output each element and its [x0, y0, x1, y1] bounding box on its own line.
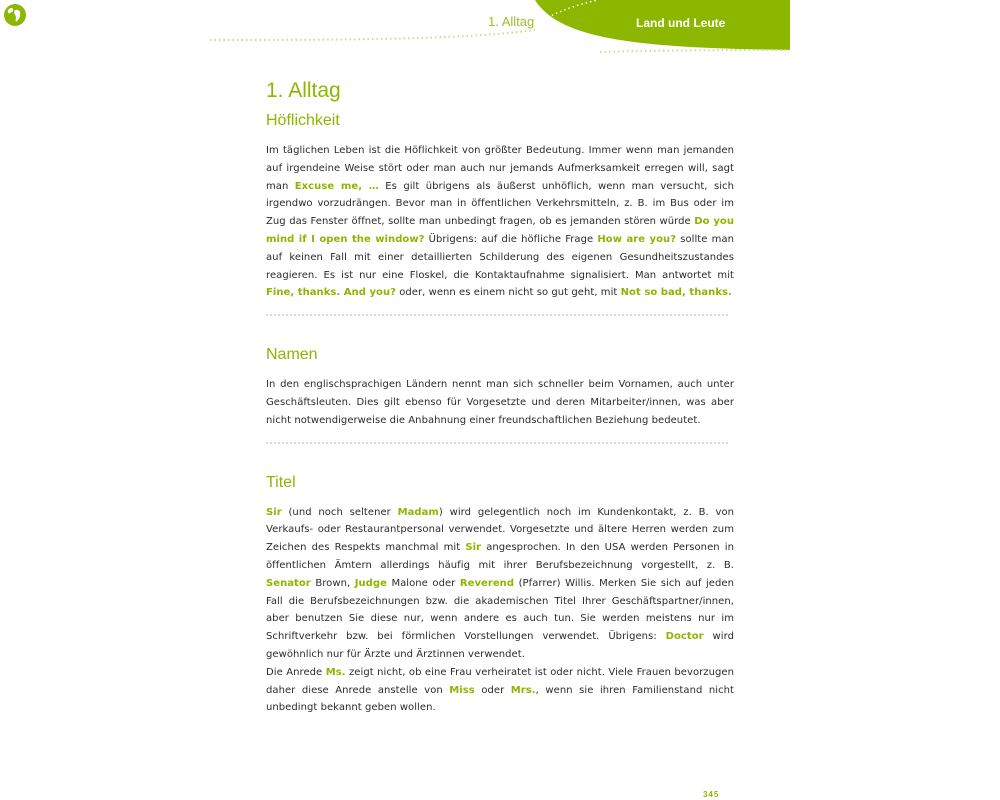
body-text: angesprochen. In den USA werden Personen in öffentlichen Ämtern allerdings häufig mit ihrer Berufsbezeichnung vorgestellt, z. B.	[266, 542, 735, 571]
highlighted-phrase: Fine, thanks. And you?	[266, 287, 396, 299]
body-text: In den englischsprachigen Ländern nennt man sich schneller beim Vornamen, auch unter Geschäftsleuten. Dies gilt ebenso für Vorgesetzte und deren Mitarbeiter/innen, was aber nicht notwendigerweise die Anbahnung einer freundschaftlichen Beziehung bedeutet.	[266, 379, 734, 426]
body-text: (Pfarrer) Willis. Merken Sie sich auf jeden Fall die Berufsbezeichnungen bzw. die akademischen Titel Ihrer Geschäftspartner/innen, aber benutzen Sie diese nur, wenn andere es auch tun. Sie werden meistens nur im Schriftverkehr bzw. bei förmlichen Vorstellungen verwendet. Übrigens:	[266, 577, 734, 643]
highlighted-phrase: Senator	[266, 577, 311, 589]
header-decoration	[0, 0, 1000, 60]
section-title: Titel	[266, 473, 296, 491]
page-header	[0, 0, 1000, 60]
highlighted-phrase: Judge	[354, 577, 387, 589]
body-text: Brown,	[310, 577, 355, 589]
body-text: oder	[474, 684, 511, 696]
globe-icon	[0, 0, 30, 30]
body-text: Malone oder	[386, 577, 460, 589]
body-text: zeigt nicht, ob eine Frau verheiratet ist oder nicht. Viele Frauen bevorzugen daher diese Anrede anstelle von	[266, 666, 734, 696]
section-body	[266, 142, 734, 302]
body-text: , wenn sie ihren Familienstand nicht unbedingt bekannt geben wollen.	[266, 684, 735, 714]
chapter-title: 1. Alltag	[266, 79, 341, 102]
highlighted-phrase: Sir	[266, 506, 282, 518]
body-text: ) wird gelegentlich noch im Kundenkontakt, z. B. von Verkaufs- oder Restaurantpersonal verwendet. Vorgesetzte und ältere Herren werden zum Zeichen des Respekts manchmal mit	[266, 506, 735, 554]
dotted-divider	[266, 314, 728, 316]
section-title: Namen	[266, 346, 318, 364]
highlighted-phrase: Ms.	[325, 666, 346, 678]
highlighted-phrase: Do you mind if I open the window?	[266, 216, 735, 245]
highlighted-phrase: Madam	[397, 506, 439, 518]
body-text: Es gilt übrigens als äußerst unhöflich, wenn man versucht, sich irgendwo vorzudrängen. Bevor man in öffentlichen Verkehrsmitteln, z. B. im Bus oder im Zug das Fenster öffnet, sollte man unbedingt fragen, ob es jemanden stören würde	[266, 180, 734, 228]
body-text: oder, wenn es einem nicht so gut geht, mit	[396, 287, 621, 299]
body-text: Im täglichen Leben ist die Höflichkeit von größter Bedeutung. Immer wenn man jemanden auf irgendeine Weise stört oder man auch nur jemands Aufmerksamkeit erregen will, sagt man	[266, 145, 734, 192]
section-hoeflichkeit	[266, 110, 734, 316]
header-chapter-label: 1. Alltag	[488, 14, 535, 29]
section-namen	[266, 344, 734, 443]
highlighted-phrase: Reverend	[459, 577, 515, 589]
section-titel	[266, 472, 734, 718]
highlighted-phrase: Excuse me, …	[294, 180, 379, 192]
body-text: sollte man auf keinen Fall mit einer detaillierten Schilderung des eigenen Gesundheitszustandes reagieren. Es ist nur eine Floskel, die Kontaktaufnahme signalisiert. Man antwortet mit	[266, 233, 735, 281]
section-body	[266, 504, 734, 718]
highlighted-phrase: Miss	[449, 684, 475, 696]
highlighted-phrase: Mrs.	[510, 684, 536, 696]
highlighted-phrase: How are you?	[597, 233, 677, 245]
body-text: Die Anrede	[266, 666, 326, 678]
section-body	[266, 376, 734, 429]
highlighted-phrase: Sir	[465, 542, 482, 554]
page-number: 345	[703, 790, 720, 799]
page-content	[266, 78, 734, 717]
section-title: Höflichkeit	[266, 112, 340, 129]
highlighted-phrase: Doctor	[665, 631, 704, 643]
body-text: (und noch seltener	[281, 506, 398, 518]
body-text: Übrigens: auf die höfliche Frage	[424, 233, 598, 245]
body-text: wird gewöhnlich nur für Ärzte und Ärztinnen verwendet.	[266, 631, 734, 660]
dotted-divider	[266, 442, 728, 444]
highlighted-phrase: Not so bad, thanks.	[620, 287, 732, 299]
header-section-label: Land und Leute	[636, 16, 726, 30]
